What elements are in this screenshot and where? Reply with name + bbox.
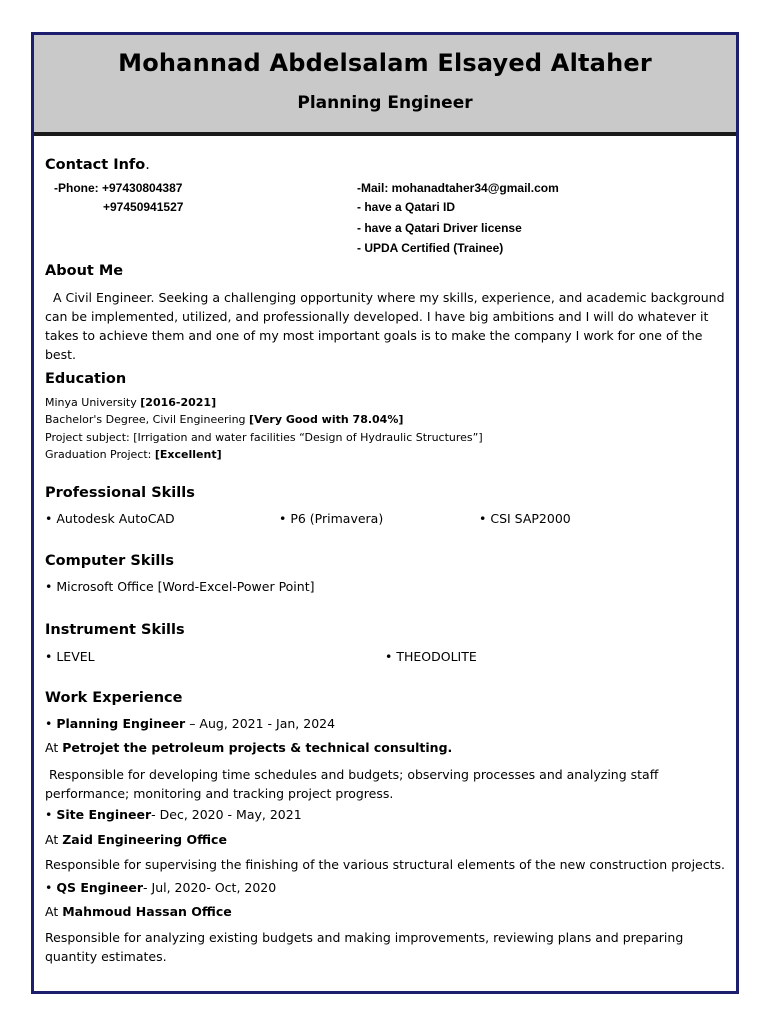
fact-upda-certified: - UPDA Certified (Trainee) xyxy=(357,241,504,255)
job-2-dates: - Dec, 2020 - May, 2021 xyxy=(151,807,302,822)
job-1-dates: – Aug, 2021 - Jan, 2024 xyxy=(185,716,336,731)
header-divider xyxy=(34,132,736,136)
mail-label: -Mail: xyxy=(357,181,392,195)
university-name: Minya University xyxy=(45,396,141,409)
fact-qatari-id: - have a Qatari ID xyxy=(357,200,456,214)
job-1-company: Petrojet the petroleum projects & technical consulting. xyxy=(62,740,453,755)
job-2-heading xyxy=(45,807,302,822)
job-3-heading xyxy=(45,880,276,895)
contact-section-title xyxy=(45,157,150,173)
job-2-description: Responsible for supervising the finishing of the various structural elements of the new construction projects. xyxy=(45,857,726,872)
job-2-bullet: • xyxy=(45,807,57,822)
job-2-company-line xyxy=(45,832,227,847)
fact-driver-license: - have a Qatari Driver license xyxy=(357,221,522,235)
candidate-role: Planning Engineer xyxy=(297,93,473,113)
skill-sap2000: • CSI SAP2000 xyxy=(479,511,571,526)
skill-primavera: • P6 (Primavera) xyxy=(279,511,384,526)
job-1-bullet: • xyxy=(45,716,57,731)
job-2-at: At xyxy=(45,832,63,847)
phone-label: -Phone: xyxy=(54,181,102,195)
job-2-company: Zaid Engineering Office xyxy=(62,832,227,847)
education-university xyxy=(45,396,216,409)
skill-microsoft-office: • Microsoft Office [Word-Excel-Power Point] xyxy=(45,579,315,594)
job-1-heading xyxy=(45,716,335,731)
contact-title-text: Contact Info xyxy=(45,157,146,173)
candidate-name: Mohannad Abdelsalam Elsayed Altaher xyxy=(118,49,652,77)
contact-title-dot: . xyxy=(145,157,150,173)
job-1-company-line xyxy=(45,740,452,755)
graduation-value: [Excellent] xyxy=(154,448,222,461)
phone-number-1: +97430804387 xyxy=(102,181,183,195)
work-section-title: Work Experience xyxy=(45,690,183,706)
job-1-at: At xyxy=(45,740,63,755)
phone-line-1 xyxy=(54,181,182,195)
skill-theodolite: • THEODOLITE xyxy=(385,649,477,664)
job-3-dates: - Jul, 2020- Oct, 2020 xyxy=(143,880,277,895)
instrument-skills-title: Instrument Skills xyxy=(45,622,185,638)
degree-grade: [Very Good with 78.04%] xyxy=(249,413,404,426)
graduation-label: Graduation Project: xyxy=(45,448,155,461)
professional-skills-title: Professional Skills xyxy=(45,485,195,501)
mail-address: mohanadtaher34@gmail.com xyxy=(391,181,559,195)
job-1-role: Planning Engineer xyxy=(56,716,186,731)
education-section-title: Education xyxy=(45,371,127,387)
job-3-role: QS Engineer xyxy=(56,880,144,895)
mail-line xyxy=(357,181,559,195)
education-degree xyxy=(45,413,403,426)
degree-name: Bachelor's Degree, Civil Engineering xyxy=(45,413,250,426)
job-3-description: Responsible for analyzing existing budgets and making improvements, reviewing plans and preparing quantity estimates. xyxy=(45,930,684,964)
skill-autocad: • Autodesk AutoCAD xyxy=(45,511,175,526)
header-band xyxy=(34,35,736,132)
job-3-company: Mahmoud Hassan Office xyxy=(62,904,232,919)
about-section-title: About Me xyxy=(45,263,124,279)
university-years: [2016-2021] xyxy=(140,396,217,409)
about-paragraph: A Civil Engineer. Seeking a challenging opportunity where my skills, experience, and academic background can be implemented, utilized, and professionally developed. I have big ambitions and I will do whatever it takes to achieve them and one of my most important goals is to make the company I work for one of the best. xyxy=(45,290,725,362)
skill-level: • LEVEL xyxy=(45,649,95,664)
job-2-role: Site Engineer xyxy=(56,807,152,822)
education-subject: Project subject: [Irrigation and water facilities “Design of Hydraulic Structures”] xyxy=(45,431,483,444)
job-3-company-line xyxy=(45,904,232,919)
education-graduation xyxy=(45,448,222,461)
computer-skills-title: Computer Skills xyxy=(45,553,175,569)
phone-number-2: +97450941527 xyxy=(103,200,184,214)
job-3-bullet: • xyxy=(45,880,57,895)
job-3-at: At xyxy=(45,904,63,919)
job-1-description: Responsible for developing time schedules and budgets; observing processes and analyzing staff performance; monitoring and tracking project progress. xyxy=(45,767,659,801)
